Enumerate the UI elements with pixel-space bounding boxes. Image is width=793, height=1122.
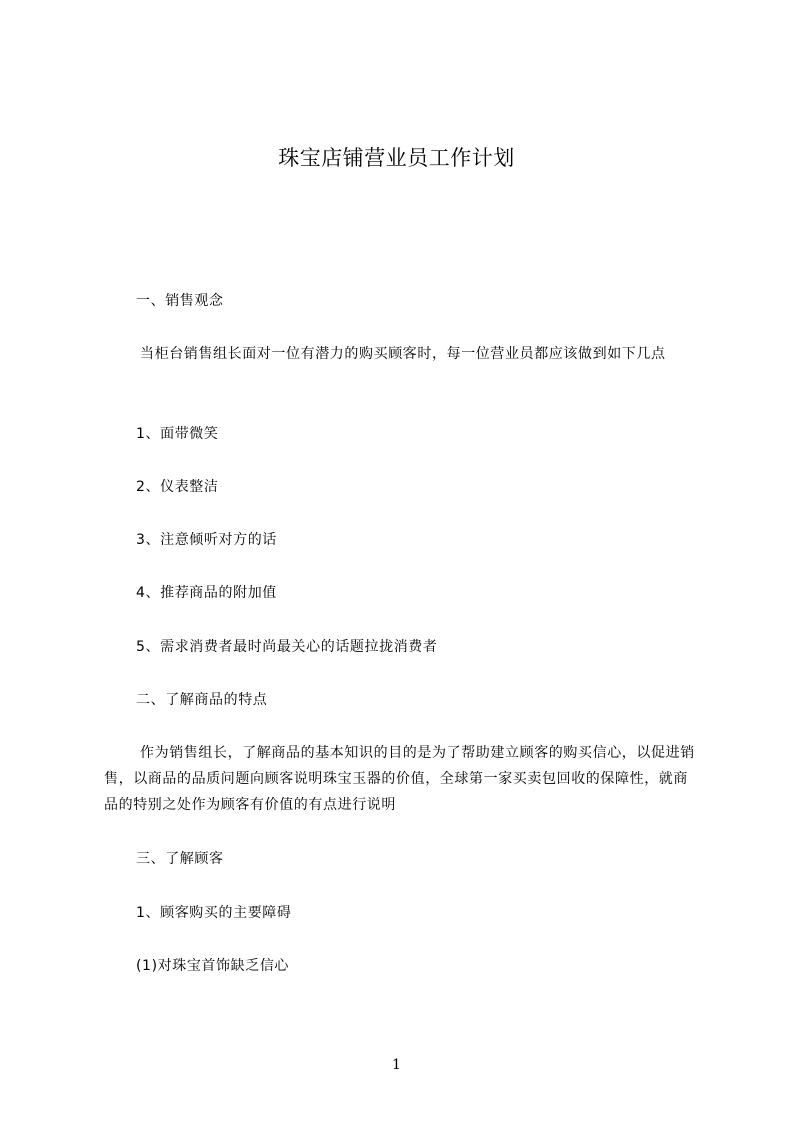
list-item: (1)对珠宝首饰缺乏信心: [136, 958, 290, 974]
list-item: 5、需求消费者最时尚最关心的话题拉拢消费者: [136, 639, 438, 655]
document-title: 珠宝店铺营业员工作计划: [278, 146, 515, 170]
list-item: 2、仪表整洁: [136, 479, 219, 495]
section-intro-paragraph: 当柜台销售组长面对一位有潜力的购买顾客时，每一位营业员都应该做到如下几点: [140, 346, 666, 362]
section-heading-sales-concept: 一、销售观念: [136, 293, 224, 309]
section-heading-know-customers: 三、了解顾客: [136, 851, 224, 867]
list-item: 1、面带微笑: [136, 426, 219, 442]
section-heading-product-features: 二、了解商品的特点: [136, 692, 268, 708]
page-number: 1: [392, 1057, 401, 1073]
list-item: 4、推荐商品的附加值: [136, 585, 277, 601]
subsection-heading: 1、顾客购买的主要障碍: [136, 905, 292, 921]
product-features-paragraph: 作为销售组长，了解商品的基本知识的目的是为了帮助建立顾客的购买信心，以促进销售，以商品的品质问题向顾客说明珠宝玉器的价值，全球第一家买卖包回收的保障性，就商品的特别之处作为顾客有价值的有点进行说明: [104, 745, 695, 813]
list-item: 3、注意倾听对方的话: [136, 532, 277, 548]
